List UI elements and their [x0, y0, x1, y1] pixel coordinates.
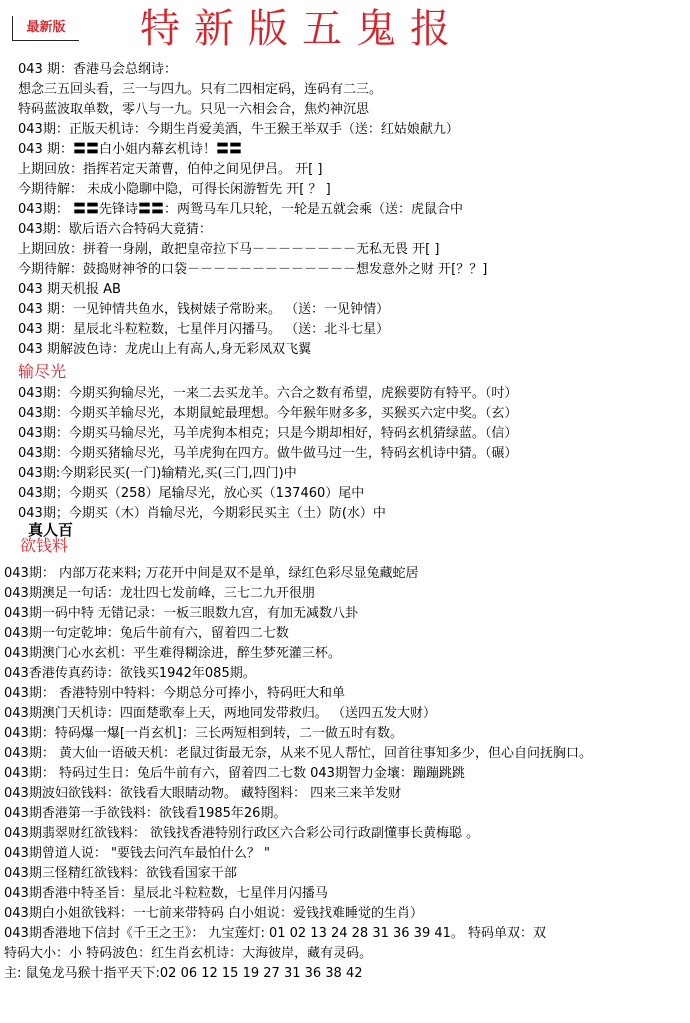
text-line: 043 期：星辰北斗粒粒数，七星伴月闪播马。 （送：北斗七星）	[18, 322, 390, 337]
text-line: 今期待解：鼓捣财神爷的口袋－－－－－－－－－－－－－想发意外之财 开[？？]	[18, 262, 488, 277]
text-line: 043期： 黄大仙一语破天机：老鼠过街最无奈，从来不见人帮忙，回首往事知多少，但心自问抚胸口。	[4, 746, 592, 761]
text-line: 043期： 内部万花来料; 万花开中间是双不是单，绿红色彩尽显兔藏蛇居	[4, 566, 419, 581]
text-line: 上期回放：指挥若定天萧曹，伯仲之间见伊吕。 开[ ]	[18, 162, 323, 177]
text-line: 043香港传真药诗：欲钱买1942年085期。	[4, 666, 256, 681]
section-heading-real-person: 真人百	[28, 521, 74, 539]
latest-version-badge: 最新版	[12, 16, 79, 41]
text-line: 043期： 〓〓先锋诗〓〓：两鸳马车几只轮，一轮是五就会乘（送：虎鼠合中	[18, 202, 463, 217]
text-line: 043期香港第一手欲钱料：欲钱看1985年26期。	[4, 806, 287, 821]
text-line: 043期翡翠财红欲钱料： 欲钱找香港特别行政区六合彩公司行政副懂事长黄梅聪 。	[4, 826, 480, 841]
text-line: 043期：正版天机诗：今期生肖爱美酒，牛王猴王举双手（送：红姑娘献九）	[18, 122, 459, 137]
page-title: 特新版五鬼报	[140, 6, 464, 52]
text-line: 上期回放：拼着一身剐，敢把皇帝拉下马－－－－－－－－无私无畏 开[ ]	[18, 242, 440, 257]
text-line: 043期：歇后语六合特码大竟猜：	[18, 222, 212, 237]
text-line: 043 期解波色诗：龙虎山上有高人,身无彩凤双飞翼	[18, 342, 312, 357]
text-line: 043期曾道人说： "要钱去问汽车最怕什么？ "	[4, 846, 271, 861]
text-line: 特码大小：小 特码波色：红生肖玄机诗：大海彼岸，藏有灵码。	[4, 946, 373, 961]
text-line: 043期： 特码过生日：兔后牛前有六，留着四二七数 043期智力金壤：蹦蹦跳跳	[4, 766, 465, 781]
text-line: 特码蓝波取单数，零八与一九。只见一六相会合，焦灼神沉思	[18, 102, 370, 117]
text-line: 043期澳足一句话：龙壮四七发前峰，三七二九开很朋	[4, 586, 315, 601]
text-line: 043期；今期买（木）肖输尽光，今期彩民买主（土）防(水）中	[18, 506, 386, 521]
text-line: 想念三五回头看，三一与四九。只有二四相定码，连码有二三。	[18, 82, 383, 97]
text-line: 043 期：〓〓白小姐内幕玄机诗！〓〓	[18, 142, 242, 157]
text-line: 043期:今期彩民买(一门)输精光,买(三门,四门)中	[18, 466, 297, 481]
text-line: 主: 鼠兔龙马猴十指平天下:02 06 12 15 19 27 31 36 38 42	[4, 966, 363, 981]
text-line: 043期： 香港特别中特料：今期总分可捧小，特码旺大和单	[4, 686, 345, 701]
text-line: 043期；今期买（258）尾输尽光，放心买（137460）尾中	[18, 486, 365, 501]
text-line: 043期白小姐欲钱料：一七前来带特码 白小姐说：爱钱找难睡觉的生肖）	[4, 906, 423, 921]
text-line: 043 期：香港马会总纲诗：	[18, 62, 177, 77]
section-subheading-money-material: 欲钱料	[20, 536, 69, 555]
text-line: 043期一码中特 无错记录：一板三眼数九宫，有加无减数八卦	[4, 606, 358, 621]
text-line: 043期：今期买狗输尽光，一来二去买龙羊。六合之数有希望，虎猴要防有特平。（吋）	[18, 386, 518, 401]
text-line: 043期香港中特圣旨：星辰北斗粒粒数，七星伴月闪播马	[4, 886, 328, 901]
text-line: 043期澳门心水玄机：平生难得糊涂进，醉生梦死灌三杯。	[4, 646, 341, 661]
text-line: 043 期天机报 AB	[18, 282, 121, 297]
text-line: 043期三怪精红欲钱料：欲钱看国家干部	[4, 866, 237, 881]
text-line: 043 期：一见钟情共鱼水，钱树婊子常盼来。 （送：一见钟情）	[18, 302, 390, 317]
text-line: 043期：今期买马输尽光，马羊虎狗本相克；只是今期却相好，特码玄机猜绿蓝。（信）	[18, 426, 518, 441]
text-line: 043期澳门天机诗：四面楚歌奉上天，两地同发带救归。 （送四五发大财）	[4, 706, 436, 721]
text-line: 043期：今期买猪输尽光，马羊虎狗在四方。做牛做马过一生，特码玄机诗中猜。（碾）	[18, 446, 518, 461]
text-line: 043期一句定乾坤：兔后牛前有六，留着四二七数	[4, 626, 289, 641]
text-line: 今期待解： 未成小隐聊中隐，可得长闲游暂先 开[ ？ ]	[18, 182, 331, 197]
section-heading-lose-all: 输尽光	[18, 362, 67, 381]
text-line: 043期波妇欲钱料：欲钱看大眼睛动物。 藏特图料： 四来三来羊发财	[4, 786, 402, 801]
text-line: 043期：特码爆一爆[一肖玄机]：三长两短相到转，二一做五时有数。	[4, 726, 403, 741]
text-line: 043期香港地下信封《千王之王》： 九宝莲灯: 01 02 13 24 28 31 36 39 41。 特码单双：双	[4, 926, 547, 941]
text-line: 043期：今期买羊输尽光，本期鼠蛇最理想。今年猴年财多多，买猴买六定中奖。（玄）	[18, 406, 518, 421]
